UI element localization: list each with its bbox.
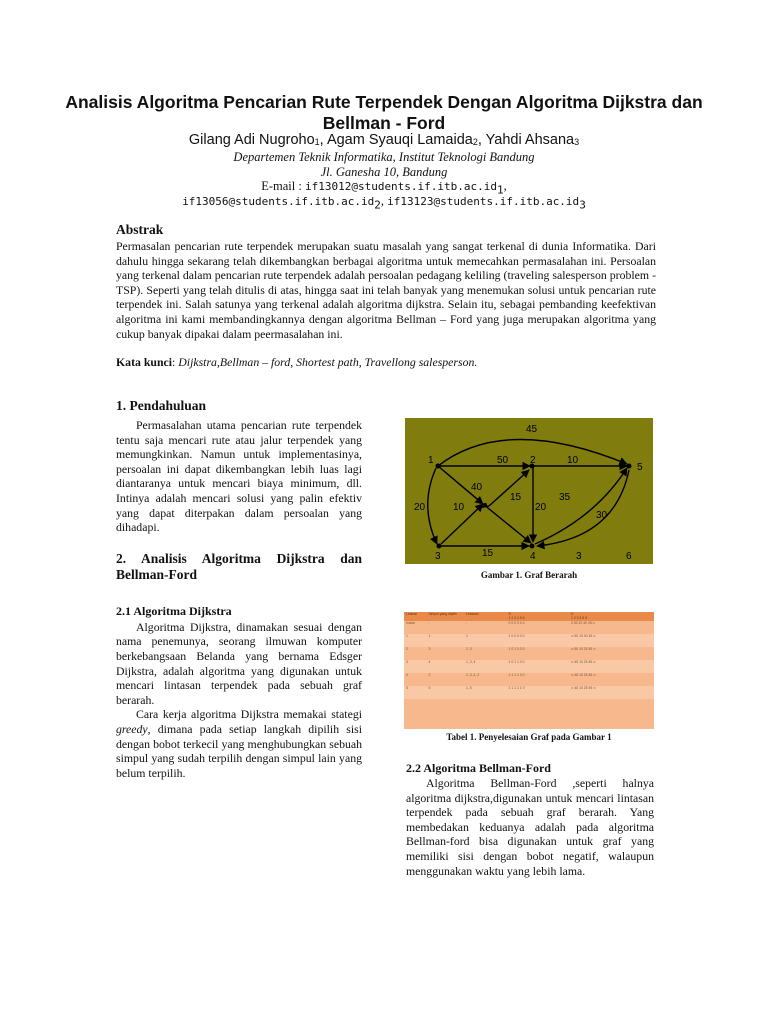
table-cell: 5 (427, 686, 465, 699)
table-cell: 0 50 10 40 45 ∞ (571, 621, 596, 625)
section-2-1-text: Algoritma Dijkstra, dinamakan sesuai dengan nama penemunya, seorang ilmuwan komputer berkebangsaan Belanda yang bernama Edsger Dijkstra, adalah algoritma yang digunakan untuk mencari lintasan terpendek pada sebuah graf berarah. (116, 619, 362, 707)
email-index: 1 (497, 183, 504, 197)
table-cell: ∞ 45 10 25 45 ∞ (569, 686, 654, 699)
table-row (404, 660, 654, 673)
edge-label: 30 (596, 510, 608, 521)
table-cell: 1 (404, 634, 427, 647)
table-cell: 1 (464, 634, 507, 647)
table-header: Lintasan (464, 612, 507, 621)
node-label: 2 (530, 455, 536, 466)
header-sub: 1 2 3 4 5 6 (508, 616, 525, 620)
edge-label: 45 (526, 424, 538, 435)
keywords: Kata kunci: Dijkstra,Bellman – ford, Shortest path, Travellong salesperson. (116, 355, 478, 370)
table-cell: 1 (427, 634, 465, 647)
abstract-section (116, 222, 656, 370)
table-header: Simpul yang dipilih (427, 612, 465, 621)
graph-node (437, 544, 442, 549)
left-column (116, 398, 362, 780)
table-row (404, 673, 654, 686)
emphasis: greedy (116, 721, 148, 736)
text-run: , dimana pada setiap langkah dipilih sisi dengan bobot terkecil yang menghubungkan sebuah simpul yang sudah terpilih dengan simpul lain yang belum terpilih. (116, 721, 362, 780)
table-cell: - (428, 621, 430, 625)
author-name: Gilang Adi Nugroho (188, 132, 315, 148)
table-header (569, 612, 654, 621)
email-line-2: $if13056@students.if.itb.ac.id_2$, $if13123@students.if.itb.ac.id_3$ (182, 194, 586, 212)
text-run: Cara kerja algoritma Dijkstra memakai stategi (136, 707, 362, 722)
table-header (507, 612, 570, 621)
table-cell: 2 (406, 647, 408, 651)
right-column (406, 761, 654, 878)
table-cell: ∞ 45 10 25 45 ∞ (571, 673, 596, 677)
section-2-1-text-2 (116, 707, 362, 780)
author-list: Gilang Adi Nugroho$_1$, Agam Syauqi Lamaida$_2$, Yahdi Ahsana$_3$ (188, 132, 580, 148)
header-label: S (508, 612, 511, 616)
table-row (404, 686, 654, 699)
table-cell: 3 (404, 660, 427, 673)
author-index: 2 (472, 137, 478, 147)
email-address: if13123@students.if.itb.ac.id (387, 195, 580, 208)
table-cell: 1, 3, 4 (464, 660, 507, 673)
table-cell: 1 0 1 0 0 0 (508, 647, 525, 651)
table-cell: 4 (427, 660, 465, 673)
node-label: 3 (576, 551, 582, 562)
table-cell: 1 1 1 1 0 0 (508, 673, 525, 677)
table-row (404, 647, 654, 660)
node-label: 5 (637, 462, 643, 473)
table-cell: 0 0 0 0 0 0 (508, 621, 525, 625)
graph-node (530, 544, 535, 549)
edge-label: 40 (471, 482, 483, 493)
email-address: if13012@students.if.itb.ac.id (304, 180, 498, 193)
email-index: 3 (579, 198, 586, 212)
header-sub: 1 2 3 4 5 6 (571, 616, 588, 620)
edge (537, 470, 629, 546)
edge (428, 468, 437, 544)
table-cell: 1, 3 (466, 647, 472, 651)
section-1-heading: 1. Pendahuluan (116, 398, 207, 413)
table-cell: - (466, 621, 468, 625)
table-row (404, 621, 654, 634)
graph-node (627, 464, 632, 469)
edge-label: 10 (453, 502, 465, 513)
graph-svg (405, 418, 653, 564)
table-body (404, 621, 654, 699)
node-label: 1 (428, 455, 434, 466)
edge-label: 20 (414, 502, 426, 513)
node-label: 4 (530, 551, 536, 562)
figure-1-caption: Gambar 1. Graf Berarah (480, 570, 578, 580)
table-cell: 2 (428, 673, 431, 677)
edge (483, 504, 531, 543)
graph-node (483, 503, 487, 507)
table-cell: 3 (428, 647, 431, 651)
section-2-1-heading: 2.1 Algoritma Dijkstra (116, 603, 232, 618)
abstract-text: Permasalan pencarian rute terpendek merupakan suatu masalah yang sangat terkenal di dunia Informatika. Dari dahulu hingga sekarang telah dikembangkan berbagai algoritma untuk memecahkan permasalahan ini. Persoalan yang terkenal dalam pencarian rute terpendek adalah persoalan pedagang keliling (traveling salesperson problem - TSP). Seperti yang telah ditulis di atas, hingga saat ini telah banyak yang menemukan solusi untuk pencarian rute terpendek ini. Salah satunya yang terkenal adalah algoritma dijkstra. Selain itu, sebagai pembanding keefektivan algoritma ini kami membandingkannya dengan algoritma Bellman – Ford yang juga merupakan algoritma yang cukup banyak dipakai dalam peermasalahan ini. (116, 239, 656, 341)
address: Jl. Ganesha 10, Bandung (320, 165, 448, 179)
node-label: 3 (435, 551, 441, 562)
table-cell: ∞ 50 10 25 45 ∞ (571, 647, 596, 651)
graph-node (436, 464, 441, 469)
author-index: 1 (314, 137, 320, 147)
table-cell: ∞ 45 10 25 45 ∞ (569, 660, 654, 673)
edge-label: 50 (497, 455, 509, 466)
table-cell: Inisial (406, 621, 415, 625)
edge-label: 20 (535, 502, 547, 513)
email-index: 2 (374, 198, 381, 212)
email-line-1: E-mail : $if13012@students.if.itb.ac.id_1$, (261, 179, 507, 197)
results-table (404, 612, 654, 729)
table-header: Lelaran (404, 612, 427, 621)
edge-label: 15 (482, 548, 494, 559)
table-header-row (404, 612, 654, 621)
edge-label: 10 (567, 455, 579, 466)
paper-title: Analisis Algoritma Pencarian Rute Terpendek Dengan Algoritma Dijkstra dan Bellman - Ford (65, 92, 703, 133)
affiliation: Departemen Teknik Informatika, Institut Teknologi Bandung (233, 150, 535, 164)
section-2-2-text: Algoritma Bellman-Ford ,seperti halnya algoritma dijkstra,digunakan untuk mencari lintasan terpendek pada sebuah graf berarah. Yang membedakan keduanya adalah pada algoritma Bellman-ford bisa digunakan untuk graf yang memiliki sisi dengan bobot negatif, walaupun menggunakan waktu yang lebih lama. (406, 776, 654, 878)
section-2-2-heading: 2.2 Algoritma Bellman-Ford (406, 761, 551, 775)
section-2-heading: 2. Analisis Algoritma Dijkstra dan Bellman-Ford (116, 550, 362, 582)
table-cell: 1 0 1 1 0 0 (507, 660, 570, 673)
directed-graph-figure (405, 418, 653, 564)
author-name: Yahdi Ahsana (485, 132, 575, 148)
table-1-caption: Tabel 1. Penyelesaian Graf pada Gambar 1 (446, 732, 612, 742)
table-cell: 1, 5 (464, 686, 507, 699)
author-index: 3 (574, 137, 580, 147)
abstract-heading: Abstrak (116, 222, 164, 237)
author-name: Agam Syauqi Lamaida (326, 132, 473, 148)
node-label: 6 (626, 551, 632, 562)
table-row (404, 634, 654, 647)
table-cell: 4 (406, 673, 408, 677)
table-cell: 1, 3, 4, 2 (466, 673, 480, 677)
email-address: if13056@students.if.itb.ac.id (182, 195, 375, 208)
keywords-value: Dijkstra,Bellman – ford, Shortest path, Travellong salesperson. (178, 355, 478, 370)
table-cell: ∞ 50 10 40 45 ∞ (569, 634, 654, 647)
edge-label: 15 (510, 492, 522, 503)
email-label: E-mail : (261, 179, 302, 193)
edge-label: 35 (559, 492, 571, 503)
table (404, 612, 654, 699)
header-label: D (571, 612, 574, 616)
table-cell: 5 (404, 686, 427, 699)
edge (535, 468, 627, 544)
table-cell: 1 0 0 0 0 0 (507, 634, 570, 647)
table-cell: 1 1 1 1 1 0 (507, 686, 570, 699)
section-1-text: Permasalahan utama pencarian rute terpendek tentu saja mencari rute atau jalur terpendek yang memungkinkan. Namun untuk implementasinya, persoalan ini dapat dikembangkan lebih luas lagi diantaranya untuk mencari biaya minimum, dll. Intinya adalah mencari solusi yang palin efektiv yang dapat diterpakan dalam persoalan yang dihadapi. (116, 418, 362, 535)
keywords-label: Kata kunci (116, 355, 173, 370)
edge (489, 470, 529, 506)
